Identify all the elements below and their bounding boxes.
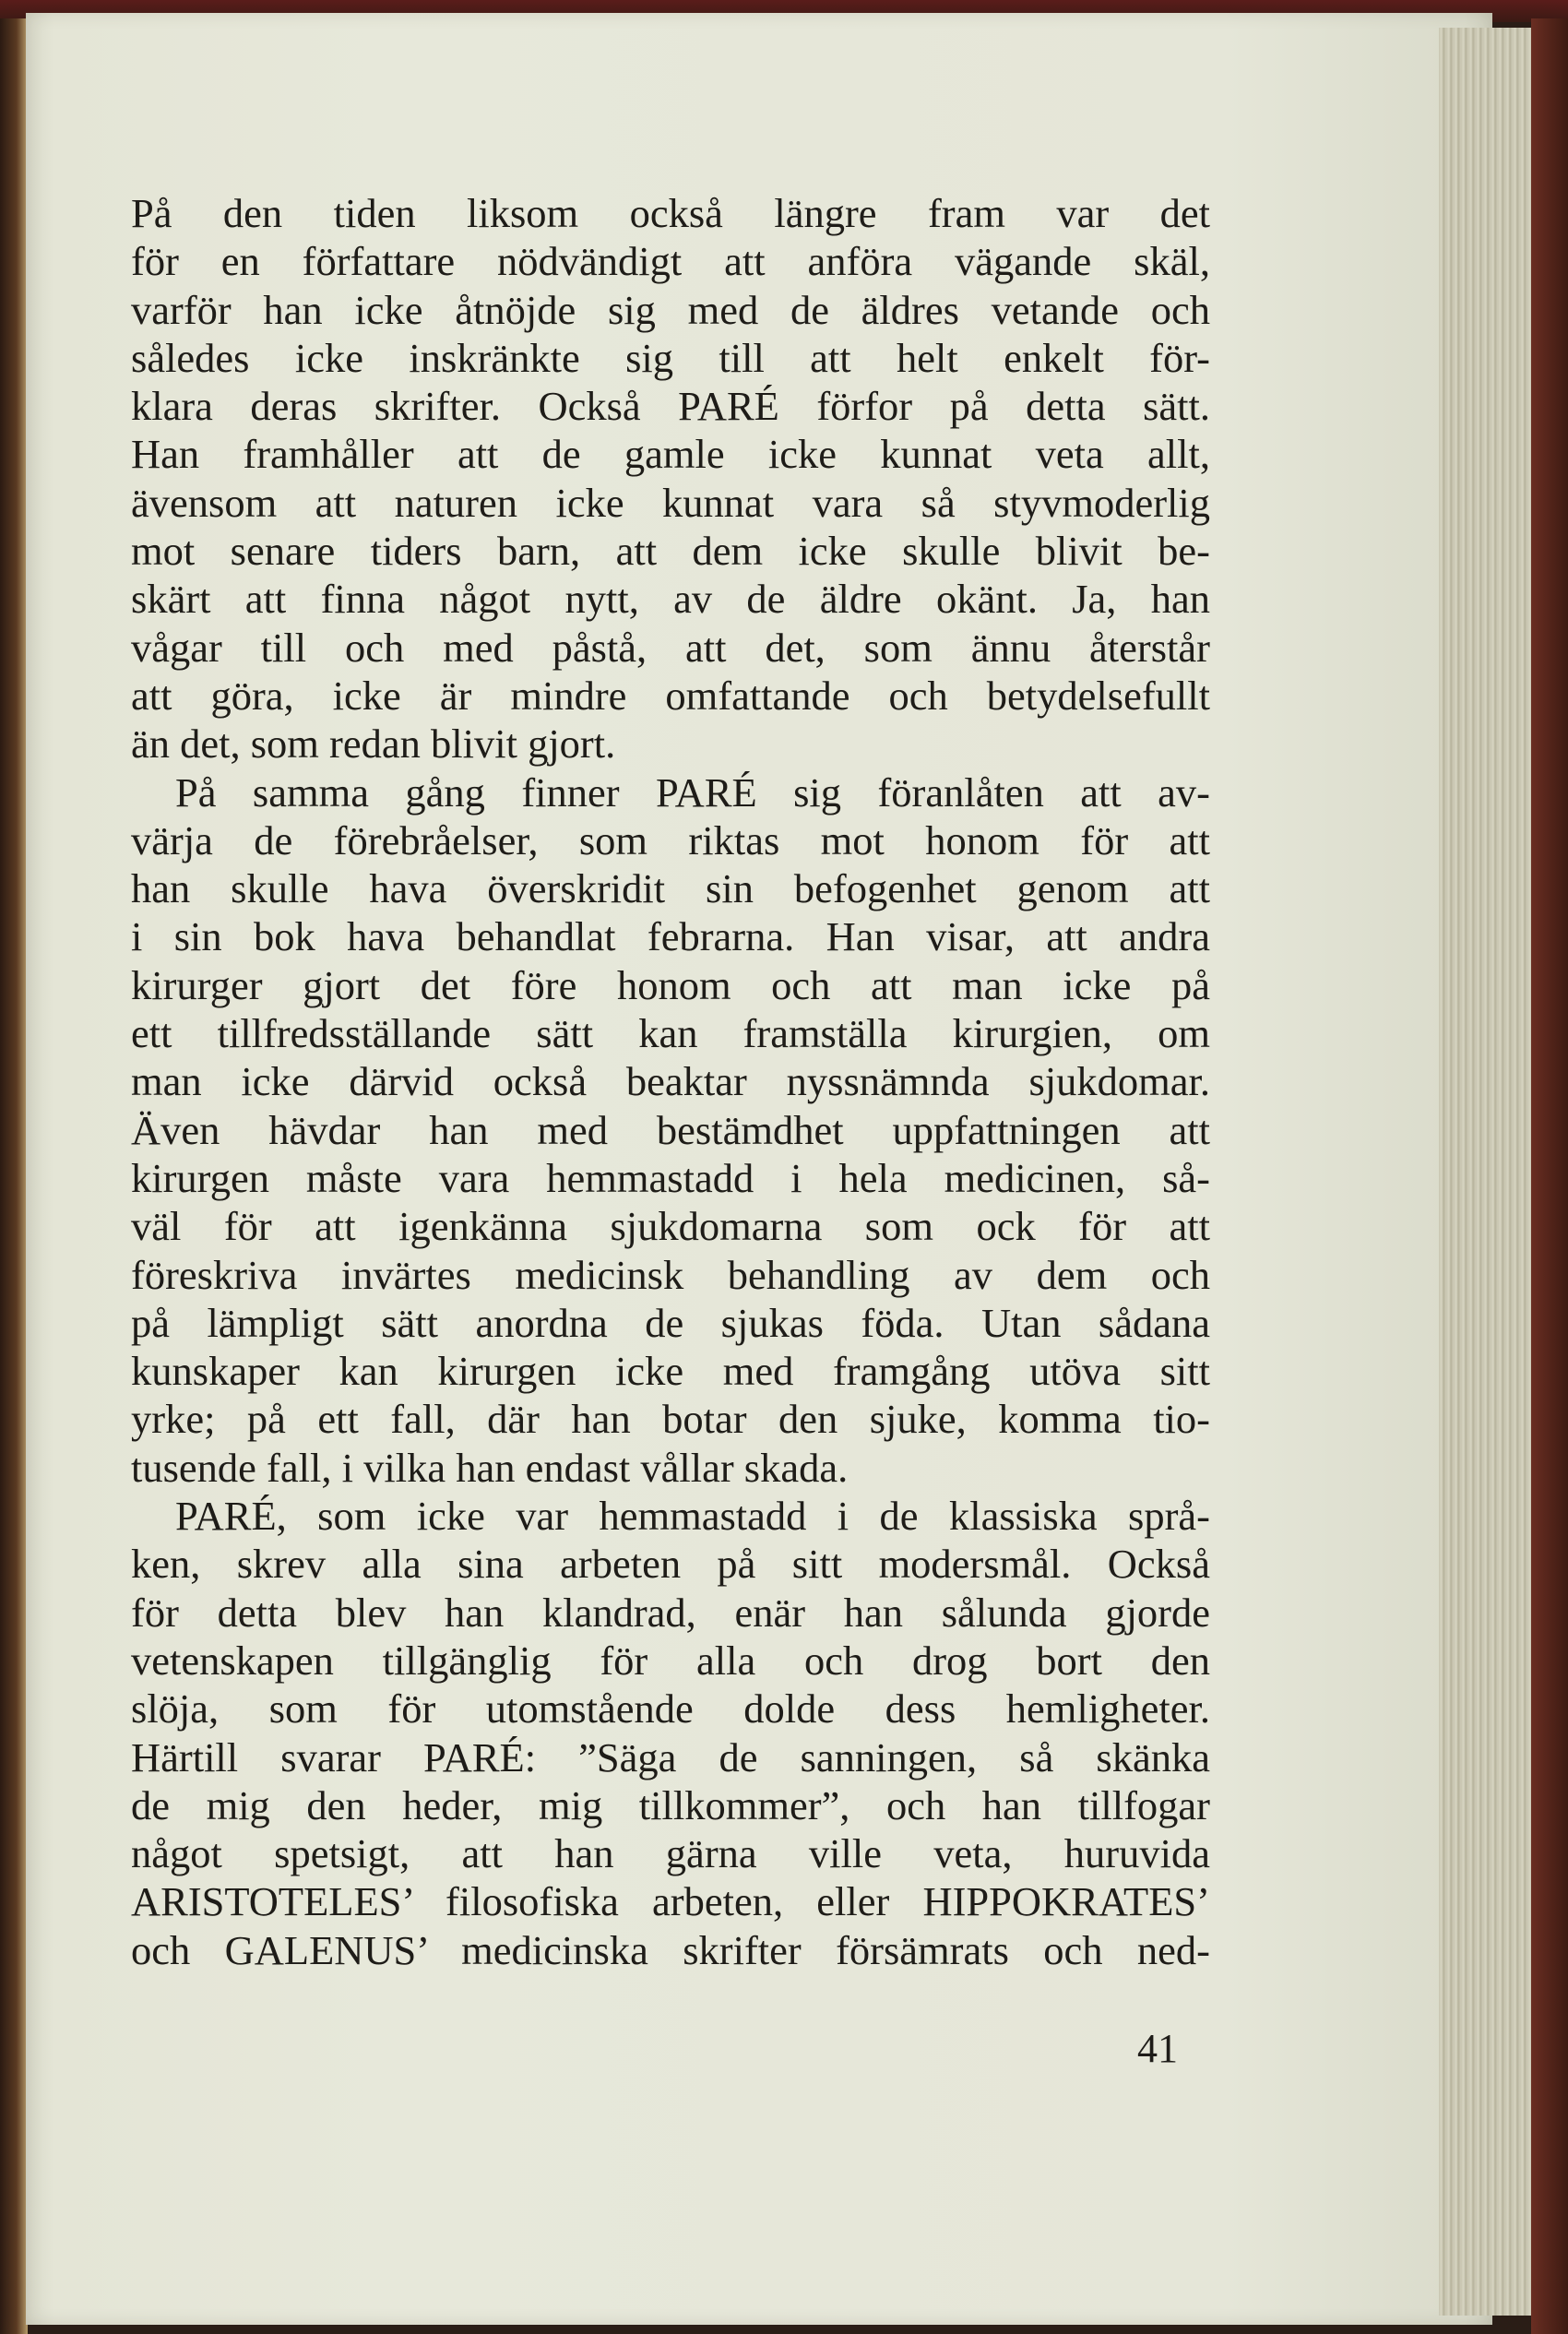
text-line: man icke därvid också beaktar nyssnämnda sjukdomar. bbox=[131, 1058, 1210, 1105]
text-line: att göra, icke är mindre omfattande och betydelsefullt bbox=[131, 672, 1210, 719]
text-line: På den tiden liksom också längre fram var det bbox=[131, 190, 1210, 236]
text-line: i sin bok hava behandlat febrarna. Han visar, att andra bbox=[131, 913, 1210, 960]
text-line: tusende fall, i vilka han endast vållar skada. bbox=[131, 1444, 849, 1491]
text-line: kirurger gjort det före honom och att man icke på bbox=[131, 961, 1210, 1008]
text-line: kirurgen måste vara hemmastadd i hela medicinen, så- bbox=[131, 1154, 1210, 1201]
text-line: Han framhåller att de gamle icke kunnat veta allt, bbox=[131, 431, 1210, 478]
right-binding bbox=[1531, 18, 1568, 2334]
text-line: ARISTOTELES’ filosofiska arbeten, eller HIPPOKRATES’ bbox=[131, 1878, 1210, 1925]
text-line: och GALENUS’ medicinska skrifter försämrats och ned- bbox=[131, 1926, 1210, 1973]
text-line: något spetsigt, att han gärna ville veta, huruvida bbox=[131, 1830, 1210, 1877]
text-line: PARÉ, som icke var hemmastadd i de klassiska språ- bbox=[175, 1493, 1210, 1540]
text-line: skärt att finna något nytt, av de äldre okänt. Ja, han bbox=[131, 576, 1210, 623]
text-line: Härtill svarar PARÉ: ”Säga de sanningen, så skänka bbox=[131, 1733, 1210, 1780]
text-line: på lämpligt sätt anordna de sjukas föda. Utan sådana bbox=[131, 1299, 1210, 1346]
text-line: värja de förebråelser, som riktas mot honom för att bbox=[131, 816, 1210, 863]
page-number: 41 bbox=[1137, 2026, 1178, 2071]
text-line: ken, skrev alla sina arbeten på sitt modersmål. Också bbox=[131, 1541, 1210, 1588]
body-text bbox=[131, 189, 1210, 1974]
text-line: således icke inskränkte sig till att helt enkelt för- bbox=[131, 334, 1210, 381]
text-line: än det, som redan blivit gjort. bbox=[131, 720, 616, 768]
text-line: för detta blev han klandrad, enär han sålunda gjorde bbox=[131, 1589, 1210, 1636]
text-line: varför han icke åtnöjde sig med de äldres vetande och bbox=[131, 286, 1210, 333]
text-line: för en författare nödvändigt att anföra vägande skäl, bbox=[131, 238, 1210, 285]
text-line: På samma gång finner PARÉ sig föranlåten att av- bbox=[175, 768, 1210, 816]
text-line: vågar till och med påstå, att det, som ännu återstår bbox=[131, 624, 1210, 671]
text-line: slöja, som för utomstående dolde dess hemligheter. bbox=[131, 1685, 1210, 1733]
text-line: klara deras skrifter. Också PARÉ förfor på detta sätt. bbox=[131, 383, 1210, 430]
text-line: väl för att igenkänna sjukdomarna som ock för att bbox=[131, 1203, 1210, 1250]
left-binding bbox=[0, 18, 28, 2334]
text-line: Även hävdar han med bestämdhet uppfattningen att bbox=[131, 1106, 1210, 1153]
text-line: ett tillfredsställande sätt kan framställa kirurgien, om bbox=[131, 1010, 1210, 1057]
text-line: vetenskapen tillgänglig för alla och drog bort den bbox=[131, 1637, 1210, 1684]
text-line: han skulle hava överskridit sin befogenhet genom att bbox=[131, 865, 1210, 912]
text-line: kunskaper kan kirurgen icke med framgång utöva sitt bbox=[131, 1348, 1210, 1395]
text-line: föreskriva invärtes medicinsk behandling av dem och bbox=[131, 1251, 1210, 1298]
text-line: de mig den heder, mig tillkommer”, och han tillfogar bbox=[131, 1781, 1210, 1828]
text-line: mot senare tiders barn, att dem icke skulle blivit be- bbox=[131, 528, 1210, 575]
text-line: ävensom att naturen icke kunnat vara så styvmoderlig bbox=[131, 479, 1210, 526]
text-line: yrke; på ett fall, där han botar den sjuke, komma tio- bbox=[131, 1396, 1210, 1443]
